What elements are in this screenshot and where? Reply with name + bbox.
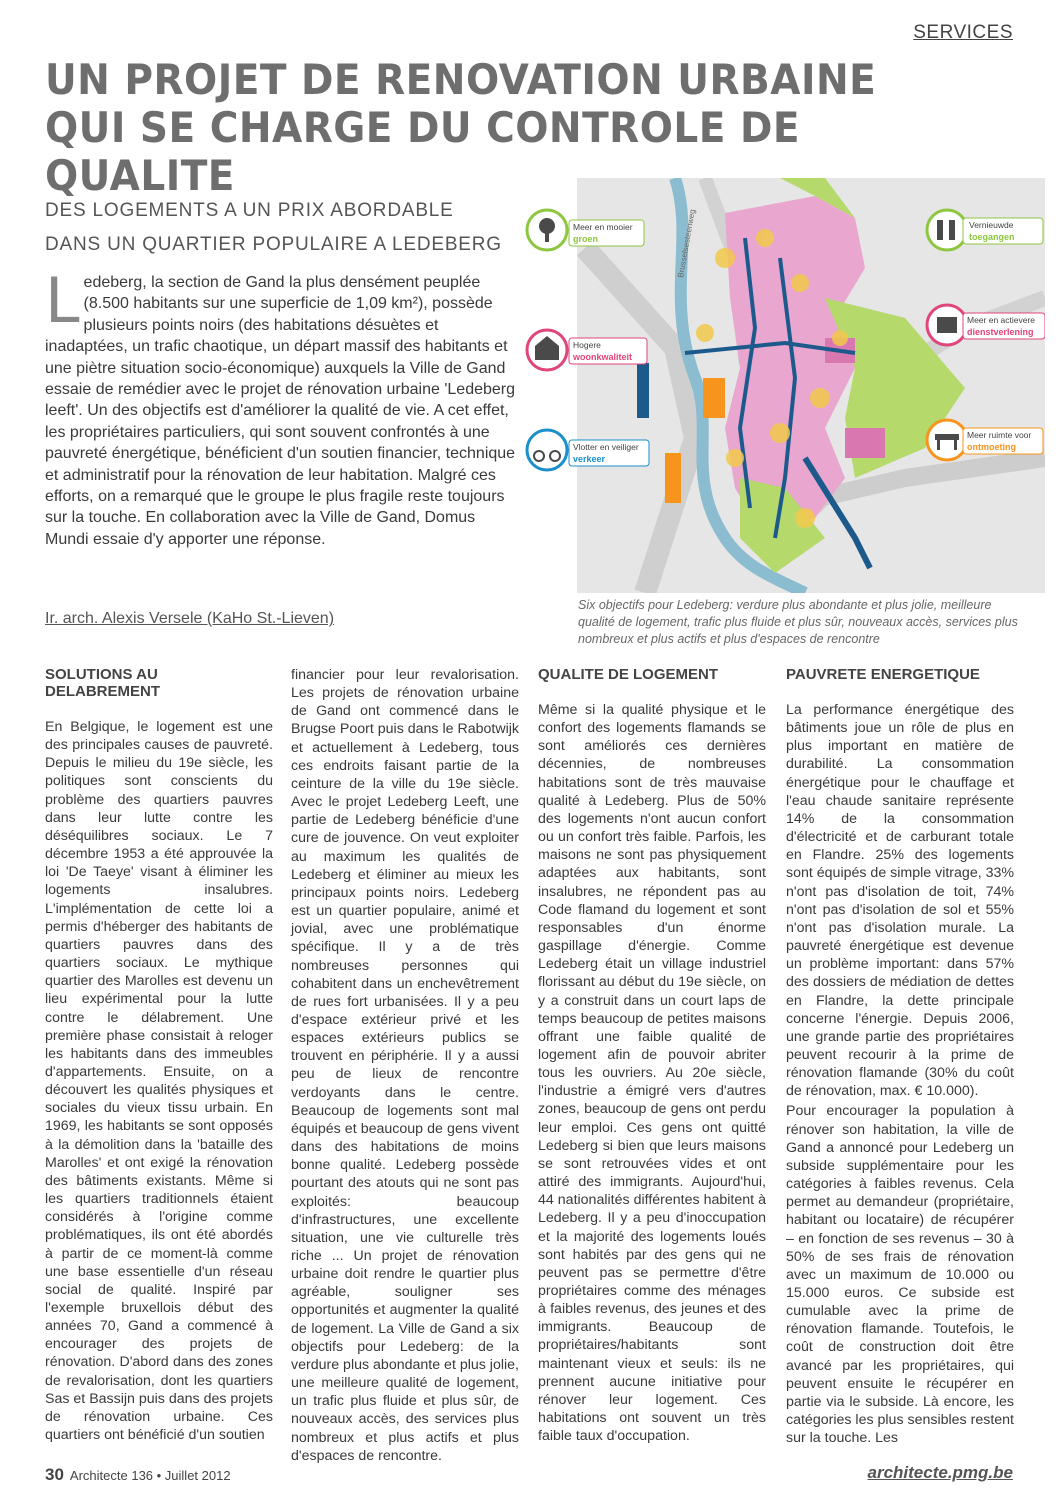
column-3 [538, 666, 766, 1445]
svg-text:woonkwaliteit: woonkwaliteit [573, 352, 633, 362]
column-paragraph: La performance énergétique des bâtiments joue un rôle de plus en plus important en matière de durabilité. La consommation énergétique pour le chauffage et l'eau chaude sanitaire représente 14% de la consommation d'électricité et de carburant totale en Flandre. 25% des logements sont équipés de simple vitrage, 33% n'ont pas d'isolation de toit, 74% n'ont pas d'isolation de sol et 55% n'ont pas d'isolation murale. La pauvreté énergétique est devenue un problème important: dans 57% des dossiers de médiation de dettes en Flandre, la dette principale concerne l'énergie. Depuis 2006, une grande partie des propriétaires peuvent recourir à la prime de rénovation flamande (30% du coût de rénovation, max. € 10.000). [786, 702, 1014, 1100]
footer-issue [45, 1465, 231, 1485]
column-paragraph: financier pour leur revalorisation. Les projets de rénovation urbaine de Gand ont commencé dans le Brugse Poort puis dans le Rabotwijk et actuellement à Ledeberg, tous ces endroits faisant partie de la ceinture de la ville du 19e siècle. Avec le projet Ledeberg Leeft, une partie de Ledeberg bénéficie d'une cure de jouvence. On veut exploiter au maximum les qualités de Ledeberg et éliminer au mieux les principaux points noirs. Ledeberg est un quartier populaire, animé et jovial, avec une problématique spécifique. Il y a de très nombreuses personnes qui cohabitent dans un enchevêtrement de rues fort urbanisées. Il y a peu d'espace extérieur privé et les espaces extérieurs publics se trouvent en périphérie. Il y a aussi peu de lieux de rencontre verdoyants dans le centre. Beaucoup de logements sont mal équipés et beaucoup de gens vivent dans des habitations de moins bonne qualité. Ledeberg possède pourtant des atouts qui ne sont pas exploités: beaucoup d'infrastructures, une excellente situation, une vie culturelle très riche ... Un projet de rénovation urbaine doit rendre le quartier plus agréable, souligner ses opportunités et augmenter la qualité de logement. La Ville de Gand a six objectifs pour Ledeberg: de la verdure plus abondante et plus jolie, une meilleure qualité de logement, un trafic plus fluide et plus sûr, de nouveaux accès, des services plus nombreux et plus actifs et plus d'espaces de rencontre. [291, 667, 519, 1464]
column-heading: PAUVRETE ENERGETIQUE [786, 666, 980, 683]
section-tag: SERVICES [913, 22, 1013, 43]
svg-text:dienstverlening: dienstverlening [967, 327, 1034, 337]
map-graphic [525, 178, 1045, 593]
column-paragraph: Pour encourager la population à rénover son habitation, la ville de Gand a annoncé pour Ledeberg un subside supplémentaire pour les catégories à faibles revenus. Cela permet au demandeur (propriétaire, habitant ou locataire) de récupérer – en fonction de ses revenus – 30 à 50% de ses frais de rénovation avec un maximum de 10.000 ou 15.000 euros. Ce subside est cumulable avec la prime de rénovation flamande. Toutefois, le coût de construction doit être avancé par les propriétaires, qui peuvent ensuite le récupérer en partie via le subside. Là encore, les catégories les plus sensibles restent sur la touche. Les [786, 1103, 1014, 1447]
svg-text:Vlotter en veiliger: Vlotter en veiliger [573, 442, 639, 452]
map-housing-block [845, 428, 885, 458]
svg-text:toegangen: toegangen [969, 232, 1015, 242]
svg-text:groen: groen [573, 234, 599, 244]
svg-text:verkeer: verkeer [573, 454, 606, 464]
author-byline: Ir. arch. Alexis Versele (KaHo St.-Lieven) [45, 610, 335, 627]
map-meeting-space [665, 453, 681, 503]
column-paragraph: Même si la qualité physique et le confort des logements flamands se sont améliorés ces dernières décennies, de nombreuses habitations sont de très mauvaise qualité à Ledeberg. Plus de 50% des logements n'ont aucun confort ou un confort très faible. Parfois, les maisons ne sont pas physiquement adaptées aux habitants, sont insalubres, ne répondent pas au Code flamand du logement et sont responsables d'un énorme gaspillage d'énergie. Comme Ledeberg était un village industriel florissant au début du 19e siècle, on y a construit dans un court laps de temps beaucoup de petites maisons offrant une faible qualité de logement afin de pouvoir abriter tous les ouvriers. Au 20e siècle, l'industrie a émigré vers d'autres zones, beaucoup de gens ont perdu leur emploi. Ces gens ont quitté Ledeberg si bien que leurs maisons se sont retrouvées vides et ont attiré des immigrants. Aujourd'hui, 44 nationalités différentes habitent à Ledeberg. Il y a peu d'inoccupation et la majorité des logements loués sont habités par des gens qui ne peuvent pas se permettre d'être propriétaires comme des ménages à faibles revenus, des jeunes et des immigrants. Beaucoup de propriétaires/habitants sont maintenant vieux et seuls: ils ne prennent aucune initiative pour rénover leur logement. Ces habitations ont souvent un très faible taux d'occupation. [538, 702, 766, 1445]
footer-site-link[interactable]: architecte.pmg.be [867, 1463, 1013, 1482]
drop-cap: L [45, 264, 80, 337]
svg-text:ontmoeting: ontmoeting [967, 442, 1016, 452]
title-line-2: QUI SE CHARGE DU CONTROLE DE QUALITE [45, 103, 801, 200]
column-1 [45, 666, 273, 1444]
svg-text:Meer en mooier: Meer en mooier [573, 222, 633, 232]
map-street-label: Brusselsesteenweg [676, 208, 698, 279]
svg-text:Meer en actievere: Meer en actievere [967, 315, 1036, 325]
svg-text:Meer ruimte voor: Meer ruimte voor [967, 430, 1032, 440]
district-map [525, 178, 1045, 593]
issue-label: Architecte 136 • Juillet 2012 [69, 1468, 231, 1483]
page-number: 30 [45, 1465, 64, 1484]
intro-text: edeberg, la section de Gand la plus densément peuplée (8.500 habitants sur une superficie de 1,09 km²), possède plusieurs points noirs (des habitations désuètes et inadaptées, un trafic chaotique, un départ massif des habitants et une piètre situation socio-économique) auxquels la Ville de Gand essaie de remédier avec le projet de rénovation urbaine 'Ledeberg leeft'. Un des objectifs est d'améliorer la qualité de vie. A cet effet, les propriétaires particuliers, qui sont souvent confrontés à une pauvreté énergétique, bénéficient d'un soutien financier, technique et administratif pour la rénovation de leur habitation. Malgré ces efforts, on a remarqué que le groupe le plus fragile reste toujours sur la touche. En collaboration avec la Ville de Gand, Domus Mundi essaie d'y apporter une réponse. [45, 274, 516, 548]
intro-paragraph [45, 264, 520, 550]
title-line-1: UN PROJET DE RENOVATION URBAINE [45, 55, 877, 104]
column-4 [786, 666, 1014, 1447]
map-access-point [637, 363, 649, 418]
column-heading: SOLUTIONS AU DELABREMENT [45, 666, 160, 700]
map-meeting-space [703, 378, 725, 418]
svg-text:Vernieuwde: Vernieuwde [969, 220, 1014, 230]
subtitle-line-2: DANS UN QUARTIER POPULAIRE A LEDEBERG [45, 234, 502, 255]
column-heading: QUALITE DE LOGEMENT [538, 666, 718, 683]
subtitle-line-1: DES LOGEMENTS A UN PRIX ABORDABLE [45, 200, 454, 221]
svg-text:Hogere: Hogere [573, 340, 601, 350]
column-2 [291, 666, 519, 1465]
map-caption: Six objectifs pour Ledeberg: verdure plus abondante et plus jolie, meilleure qualité de logement, trafic plus fluide et plus sûr, nouveaux accès, services plus nombreux et plus actifs et plus d'espaces de rencontre [578, 598, 1018, 646]
column-paragraph: En Belgique, le logement est une des principales causes de pauvreté. Depuis le milieu du 19e siècle, les politiques sont conscients du problème des quartiers pauvres dans leur lutte contre les déséquilibres sociaux. Le 7 décembre 1953 a été approuvée la loi 'De Taeye' visant à éliminer les logements insalubres. L'implémentation de cette loi a permis d'héberger des habitants de quartiers pauvres dans des quartiers sociaux. Le mythique quartier des Marolles est devenu un lieu expérimental pour la lutte contre le délabrement. Une première phase consistait à reloger les habitants dans des immeubles d'appartements. Ensuite, on a découvert les qualités physiques et sociales du vieux tissu urbain. En 1969, les habitants se sont opposés à la démolition dans la 'bataille des Marolles' et ont exigé la rénovation des bâtiments existants. Même si les quartiers traditionnels étaient considérés à l'origine comme problématiques, ils ont été abordés à partir de ce moment-là comme une base essentielle d'un réseau social de qualité. Inspiré par l'exemple bruxellois début des années 70, Gand a commencé à encourager des projets de rénovation. D'abord dans des zones de revalorisation, dont les quartiers Sas et Bassijn puis dans des projets de rénovation urbaine. Ces quartiers ont bénéficié d'un soutien [45, 719, 273, 1444]
